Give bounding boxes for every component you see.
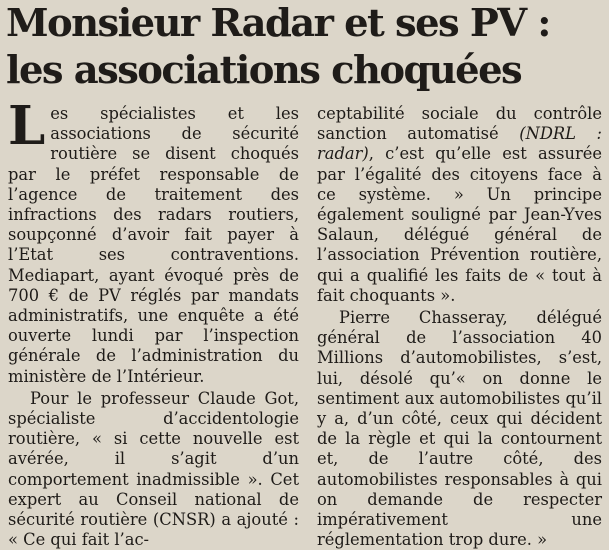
paragraph-3-text-a: ceptabilité sociale du contrôle sanction automatisé xyxy=(317,104,602,144)
paragraph-3-text-b: , c’est qu’elle est assurée par l’égalité des citoyens face à ce système. » Un principe également souligné par Jean-Yves Salaun, délégué général de l’association Prévention routière, qui a qualifié les faits de « tout à fait choquants ». xyxy=(317,144,602,305)
article-column-right xyxy=(317,104,602,550)
headline-line-2: les associations choquées xyxy=(6,48,522,93)
article-column-left xyxy=(8,95,299,550)
article-paragraph-4: Pierre Chasseray, délégué général de l’association 40 Millions d’automobilistes, s’est, lui, désolé qu’« on donne le sentiment aux automobilistes qu’il y a, d’un côté, ceux qui décident de la règle et qui la contournent et, de l’autre côté, des automobilistes responsables à qui on demande de respecter impérativement une réglementation trop dure. » xyxy=(317,308,602,550)
article-paragraph-3 xyxy=(317,104,602,306)
headline-line-1: Monsieur Radar et ses PV : xyxy=(6,1,550,46)
editor-note: (NDRL : radar) xyxy=(317,124,602,164)
article-paragraph-1 xyxy=(8,95,299,387)
headline xyxy=(6,0,606,94)
paragraph-1-text: es spécialistes et les associations de sécurité routière se disent choqués par le préfet responsable de l’agence de traitement des infractions des radars routiers, soupçonné d’avoir fait payer à l’Etat ses contraventions. Mediapart, ayant évoqué près de 700 € de PV réglés par mandats administratifs, une enquête a été ouverte lundi par l’inspection générale de l’administration du ministère de l’Intérieur. xyxy=(8,104,299,386)
drop-cap: L xyxy=(8,95,46,157)
article-paragraph-2: Pour le professeur Claude Got, spécialiste d’accidentologie routière, « si cette nouvelle est avérée, il s’agit d’un comportement inadmissible ». Cet expert au Conseil national de sécurité routière (CNSR) a ajouté : « Ce qui fait l’ac- xyxy=(8,388,299,550)
